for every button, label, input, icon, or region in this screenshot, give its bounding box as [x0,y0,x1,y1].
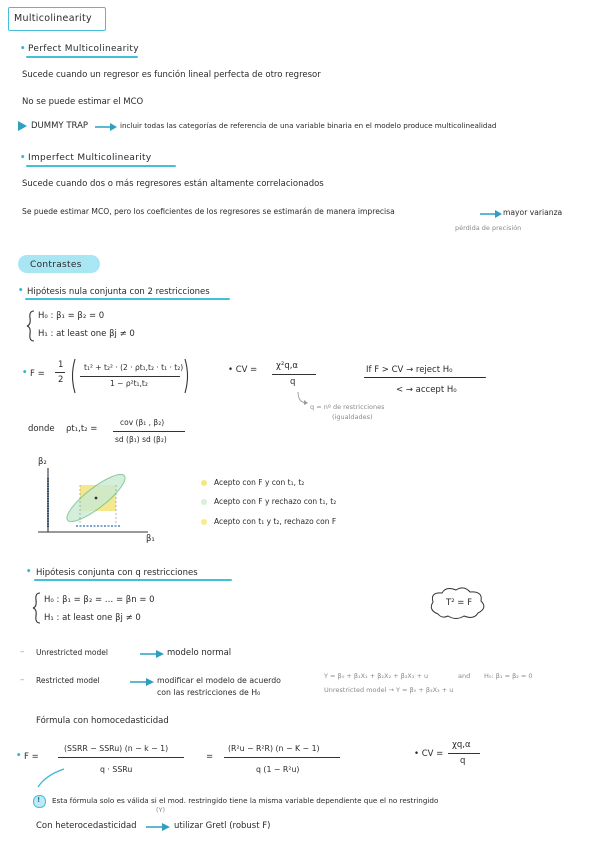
ff-numerator-2: (R²u − R²R) (n − K − 1) [228,744,320,753]
paren-left [70,358,76,394]
example-model: Y = β₀ + β₁X₁ + β₂X₂ + β₃X₃ + u [324,672,429,680]
play-triangle-icon [18,121,28,131]
page-title: Multicolinearity [14,13,92,24]
legend-text-3: Acepto con t₁ y t₂, rechazo con F [214,517,337,526]
hypothesis-heading-q: Hipótesis conjunta con q restricciones [36,568,198,578]
cv-numerator: χ²q,α [276,361,299,371]
legend-text-1: Acepto con F y con t₁, t₂ [214,478,305,487]
f-numerator: t₁² + t₂² · (2 · ρt₁,t₂ · t₁ · t₂) [84,363,184,372]
arrow-right-icon [146,823,170,831]
unrestricted-text: modelo normal [167,648,232,658]
arrow-right-icon [140,650,164,658]
heading-underline [34,579,232,581]
curved-arrow-icon [296,392,308,408]
legend-text-2: Acepto con F y rechazo con t₁, t₂ [214,497,337,506]
graph-axis-x-label: β₁ [146,534,155,544]
ff-denominator-1: q · SSRu [100,765,133,774]
example-h0: H₀: β₁ = β₂ = 0 [484,672,533,680]
heading-underline [25,298,230,300]
bullet: • [20,44,26,54]
restricted-label: Restricted model [36,676,100,685]
fraction-bar [448,753,480,754]
legend-dot-yellow [201,480,207,486]
perfect-line1: Sucede cuando un regresor es función lineal perfecta de otro regresor [22,70,321,80]
rho-numerator: cov (β₁ , β₂) [120,418,165,427]
cv2-numerator: χq,α [452,740,471,750]
heading-underline [26,56,138,58]
fraction-bar [58,757,184,758]
hetero-label: Con heterocedasticidad [36,821,137,831]
cloud-text: T² = F [446,598,473,608]
fraction-bar [55,372,65,373]
bullet: • [20,153,26,163]
q-note-1: q = nº de restricciones [310,403,385,411]
rho-symbol: ρt₁,t₂ = [66,424,98,434]
dash-bullet: – [20,675,25,685]
hand-swash [36,767,66,789]
legend-dot-green [201,499,207,505]
dummy-trap-text: incluir todas las categorías de referencia de una variable binaria en el modelo produce multicolinealidad [120,121,497,130]
imperfect-note: pérdida de precisión [455,224,522,232]
rule-underline [364,377,486,378]
confidence-region-graph [36,468,156,540]
imperfect-line1: Sucede cuando dos o más regresores están altamente correlacionados [22,179,324,189]
cv2-lhs: • CV = [414,749,444,759]
q-note-2: (igualdades) [332,413,373,421]
ff-lhs: F = [24,752,39,762]
f-half-num: 1 [58,360,64,370]
example-unrestricted: Unrestricted model → Y = β₀ + β₃X₃ + u [324,686,454,694]
warning-icon-glyph: ! [37,796,41,804]
dash-bullet: – [20,647,25,657]
decision-rule-reject: If F > CV → reject H₀ [366,365,453,375]
example-and: and [458,672,471,680]
unrestricted-label: Unrestricted model [36,648,108,657]
restricted-text-1: modificar el modelo de acuerdo [157,676,281,685]
hypothesis-heading-2: Hipótesis nula conjunta con 2 restricciones [27,287,210,297]
fraction-bar [113,431,185,432]
ff-denominator-2: q (1 − R²u) [256,765,300,774]
null-hypothesis: H₀ : β₁ = β₂ = 0 [38,311,105,321]
brace-left [26,310,36,342]
imperfect-line2: Se puede estimar MCO, pero los coeficientes de los regresores se estimarán de manera imprecisa [22,207,395,216]
fraction-bar [224,757,340,758]
imperfect-arrow-text: mayor varianza [503,208,563,217]
ff-equals: = [206,752,214,762]
decision-rule-accept: < → accept H₀ [396,385,457,395]
section-heading-perfect: Perfect Multicolinearity [28,44,139,54]
legend-dot-yellow-2 [201,519,207,525]
section-pill-label: Contrastes [30,260,82,270]
f-half-den: 2 [58,375,64,385]
warning-text: Esta fórmula solo es válida si el mod. restringido tiene la misma variable dependiente que el no restringido [52,796,439,805]
donde-label: donde [28,424,55,434]
cv2-denominator: q [460,756,466,766]
cv-lhs: • CV = [228,365,258,375]
null-hypothesis-q: H₀ : β₁ = β₂ = … = βn = 0 [44,595,155,605]
alt-hypothesis: H₁ : at least one βj ≠ 0 [38,329,135,339]
rho-denominator: sd (β₁) sd (β₂) [115,435,167,444]
bullet: • [22,368,28,378]
brace-left [32,592,42,624]
paren-right [184,358,190,394]
graph-axis-y-label: β₂ [38,457,47,467]
perfect-line2: No se puede estimar el MCO [22,97,144,107]
warning-sub: (Y) [156,806,166,814]
fraction-bar [80,376,180,377]
bullet: • [18,286,24,296]
homo-title: Fórmula con homocedasticidad [36,716,169,726]
f-denominator: 1 − ρ²t₁,t₂ [110,379,148,388]
fraction-bar [272,374,316,375]
cv-denominator: q [290,377,296,387]
restricted-text-2: con las restricciones de H₀ [157,688,261,697]
ff-numerator-1: (SSRR − SSRu) (n − k − 1) [64,744,169,753]
f-lhs: F = [30,369,45,379]
hetero-text: utilizar Gretl (robust F) [174,821,271,831]
section-heading-imperfect: Imperfect Multicolinearity [28,153,152,163]
dummy-trap-label: DUMMY TRAP [31,121,89,131]
heading-underline [26,165,176,167]
arrow-right-icon [130,678,154,686]
arrow-right-icon [95,123,117,131]
alt-hypothesis-q: H₁ : at least one βj ≠ 0 [44,613,141,623]
bullet: • [16,751,22,761]
arrow-right-icon [480,210,502,218]
bullet: • [26,567,32,577]
